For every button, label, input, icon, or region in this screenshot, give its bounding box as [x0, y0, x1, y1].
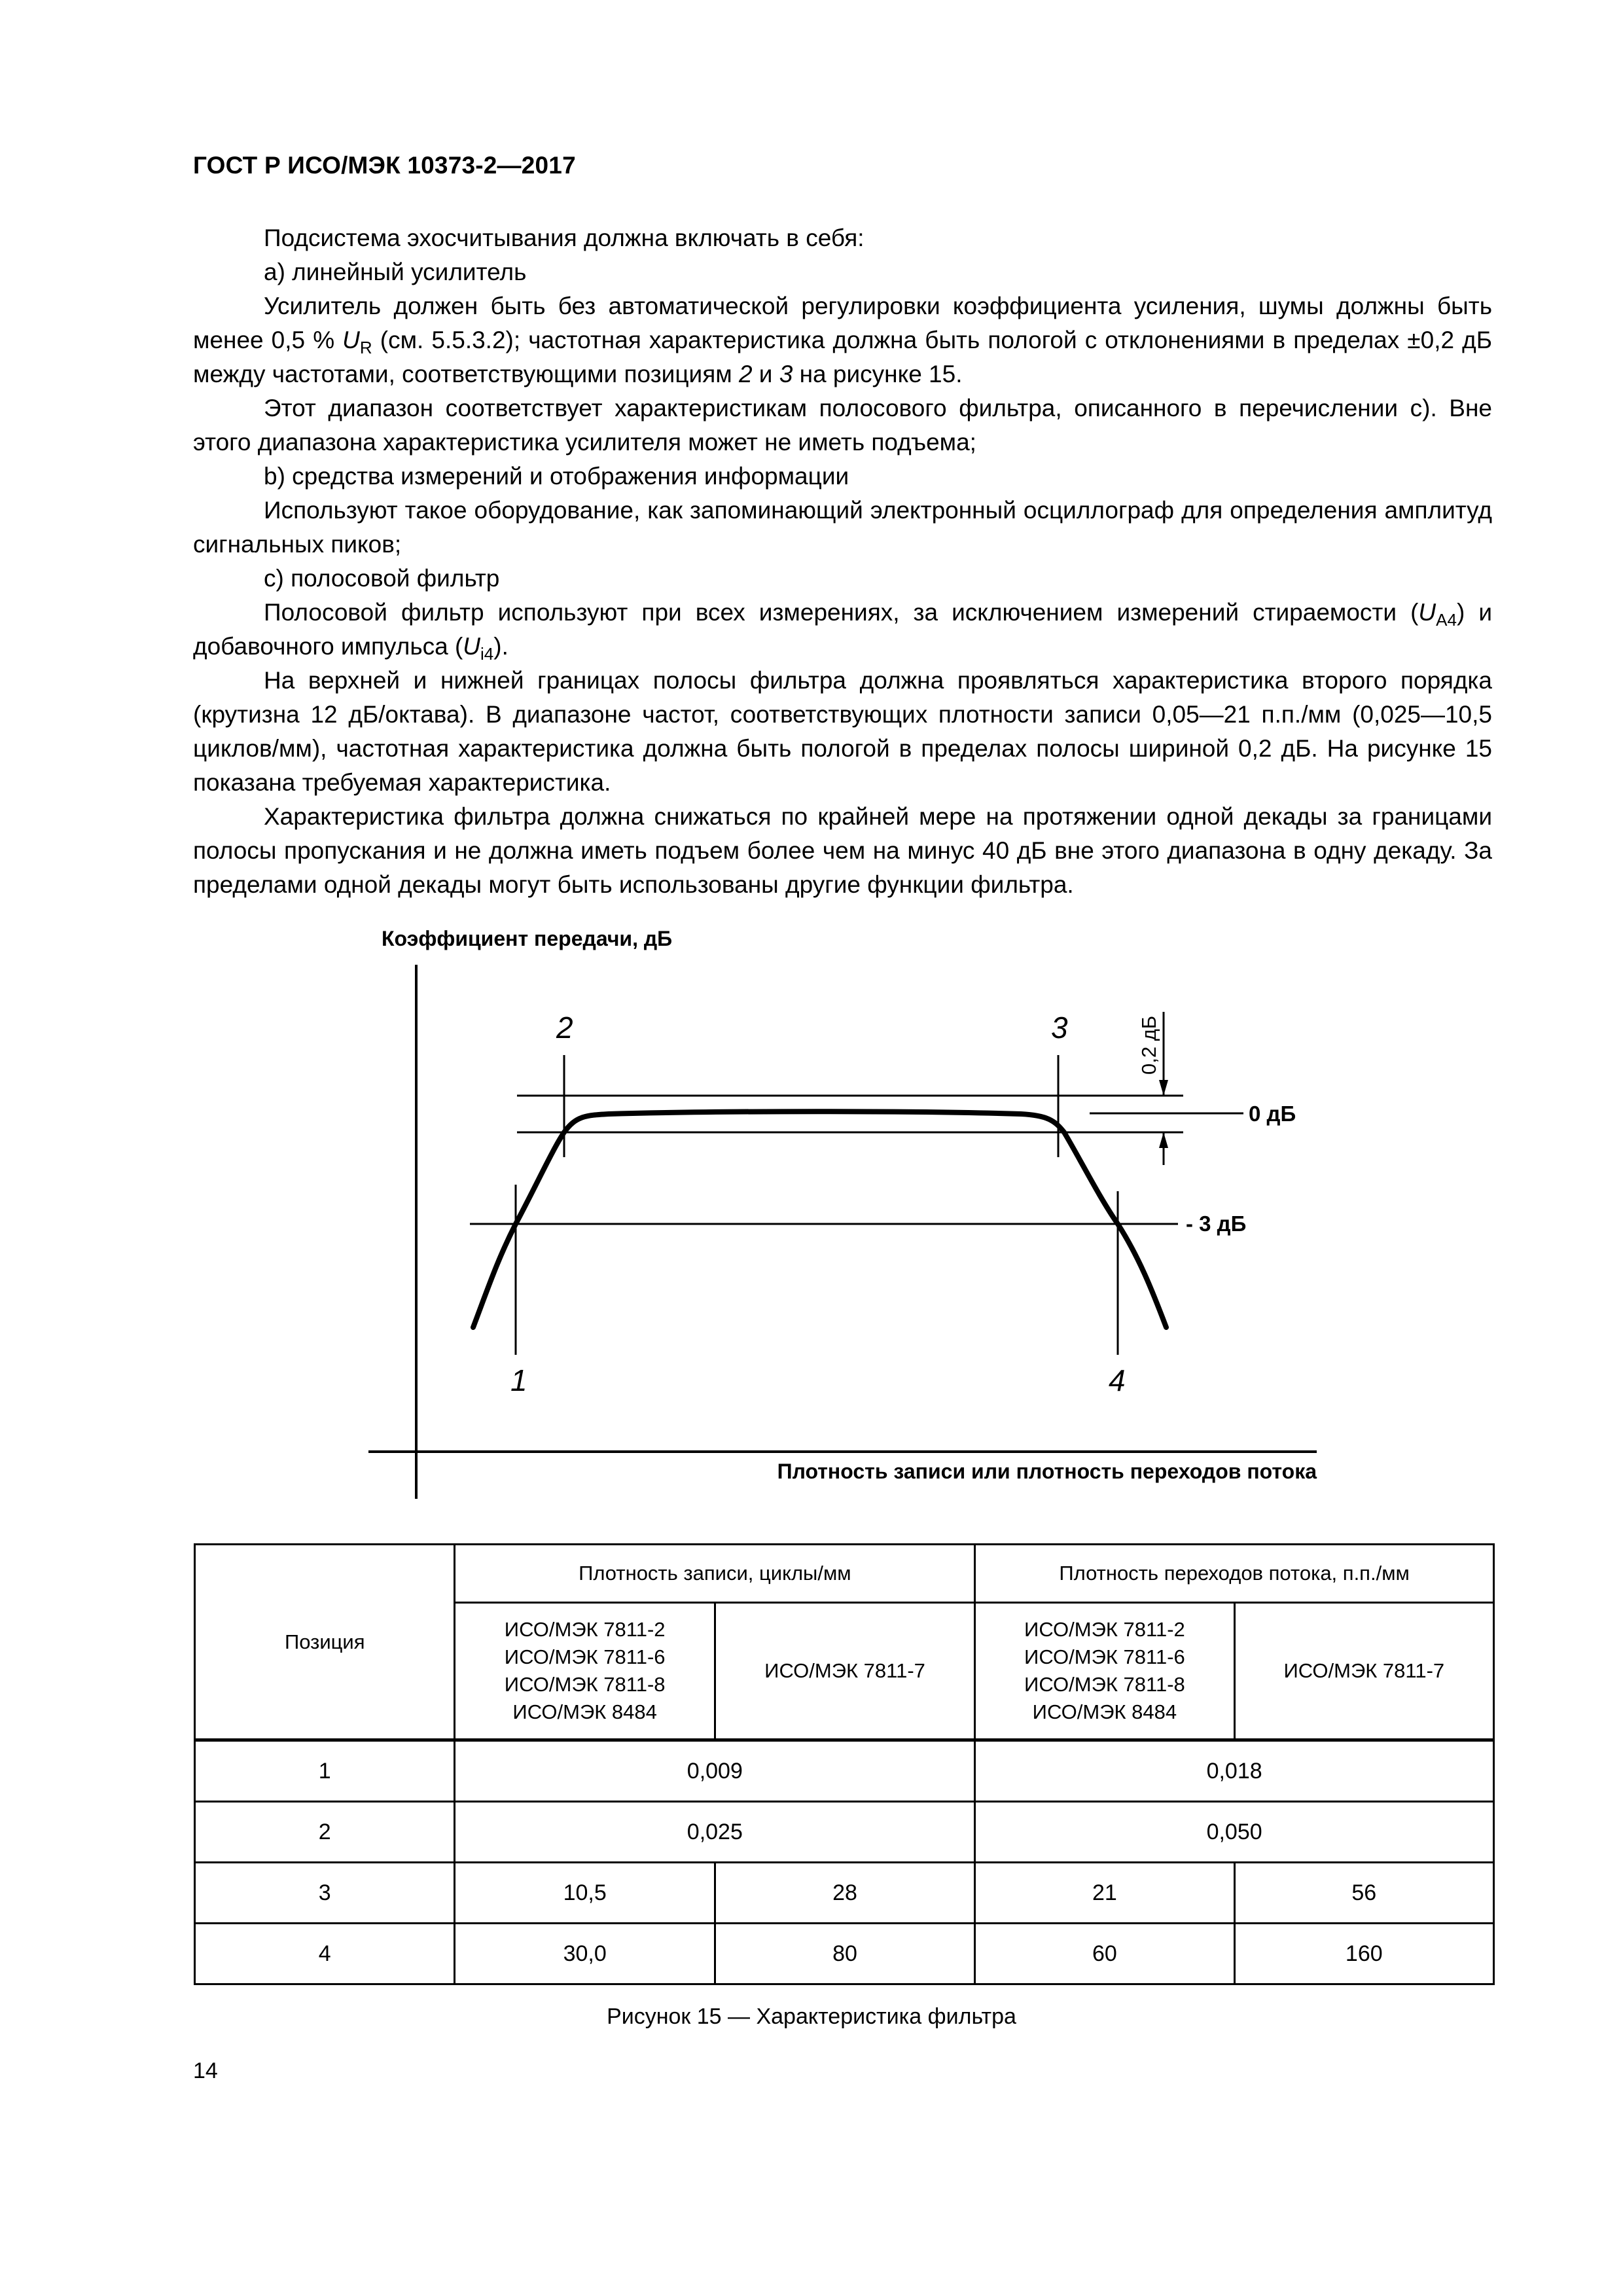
paragraph: На верхней и нижней границах полосы фильтра должна проявляться характеристика второго порядка (крутизна 12 дБ/октава). В диапазоне частот, соответствующих плотности записи 0,05—21 п.п./мм (0,025—10,5 циклов/мм), частотная характеристика должна быть пологой в пределах полосы шириной 0,2 дБ. На рисунке 15 показана требуемая характеристика. [193, 667, 1492, 796]
table-row: 4 30,0 80 60 160 [195, 1924, 1494, 1984]
position-label-4: 4 [1109, 1363, 1126, 1397]
standard-7811-7-cell: ИСО/МЭК 7811-7 [715, 1603, 974, 1740]
list-item-b: b) средства измерений и отображения информации [264, 463, 849, 490]
standards-group-cell: ИСО/МЭК 7811-2 ИСО/МЭК 7811-6 ИСО/МЭК 7811-8 ИСО/МЭК 8484 [455, 1603, 715, 1740]
flux-transition-header: Плотность переходов потока, п.п./мм [975, 1545, 1494, 1603]
list-item-c: c) полосовой фильтр [264, 565, 500, 592]
paragraph: Этот диапазон соответствует характеристикам полосового фильтра, описанного в перечислении c). Вне этого диапазона характеристика усилителя может не иметь подъема; [193, 395, 1492, 456]
position-label-1: 1 [510, 1363, 527, 1397]
table-row: 1 0,009 0,018 [195, 1740, 1494, 1802]
arrow-down-icon [1159, 1080, 1168, 1096]
position-header: Позиция [195, 1545, 455, 1740]
paragraph: Полосовой фильтр используют при всех измерениях, за исключением измерений стираемости $(U_{A4})$ и добавочного импульса $(U_{i4})$. [193, 599, 1493, 664]
label-0db: 0 дБ [1249, 1102, 1296, 1126]
document-header: ГОСТ Р ИСО/МЭК 10373-2—2017 [193, 152, 576, 179]
paragraph: Характеристика фильтра должна снижаться по крайней мере на протяжении одной декады за границами полосы пропускания и не должна иметь подъем более чем на минус 40 дБ вне этого диапазона в одну декаду. За пределами одной декады могут быть использованы другие функции фильтра. [193, 803, 1492, 898]
paragraph: Усилитель должен быть без автоматической регулировки коэффициента усиления, шумы должны быть менее 0,5 % $U_R$ (см. 5.5.3.2); частотная характеристика должна быть пологой с отклонениями в пределах ±0,2 дБ между частотами, соответствующими позициям 2 и 3 на рисунке 15. [193, 293, 1492, 387]
standard-7811-7-cell: ИСО/МЭК 7811-7 [1234, 1603, 1493, 1740]
paragraph: Используют такое оборудование, как запоминающий электронный осциллограф для определения амплитуд сигнальных пиков; [193, 497, 1492, 558]
position-label-2: 2 [556, 1011, 573, 1045]
label-minus3db: - 3 дБ [1186, 1211, 1247, 1236]
y-axis-label: Коэффициент передачи, дБ [382, 927, 673, 950]
arrow-up-icon [1159, 1132, 1168, 1148]
position-label-3: 3 [1051, 1011, 1068, 1045]
recording-density-header: Плотность записи, циклы/мм [455, 1545, 975, 1603]
label-02db: 0,2 дБ [1137, 1015, 1160, 1075]
table-row: 3 10,5 28 21 56 [195, 1863, 1494, 1924]
body-text [193, 221, 1492, 902]
figure-caption: Рисунок 15 — Характеристика фильтра [607, 2004, 1016, 2029]
density-table [194, 1543, 1495, 1985]
page-number: 14 [193, 2058, 218, 2083]
list-item-a: a) линейный усилитель [264, 259, 527, 285]
standards-group-cell: ИСО/МЭК 7811-2 ИСО/МЭК 7811-6 ИСО/МЭК 7811-8 ИСО/МЭК 8484 [975, 1603, 1234, 1740]
paragraph: Подсистема эхосчитывания должна включать в себя: [264, 224, 865, 251]
table-row: 2 0,025 0,050 [195, 1802, 1494, 1863]
x-axis-label: Плотность записи или плотность переходов потока [777, 1460, 1317, 1483]
filter-response-curve [473, 1111, 1166, 1327]
